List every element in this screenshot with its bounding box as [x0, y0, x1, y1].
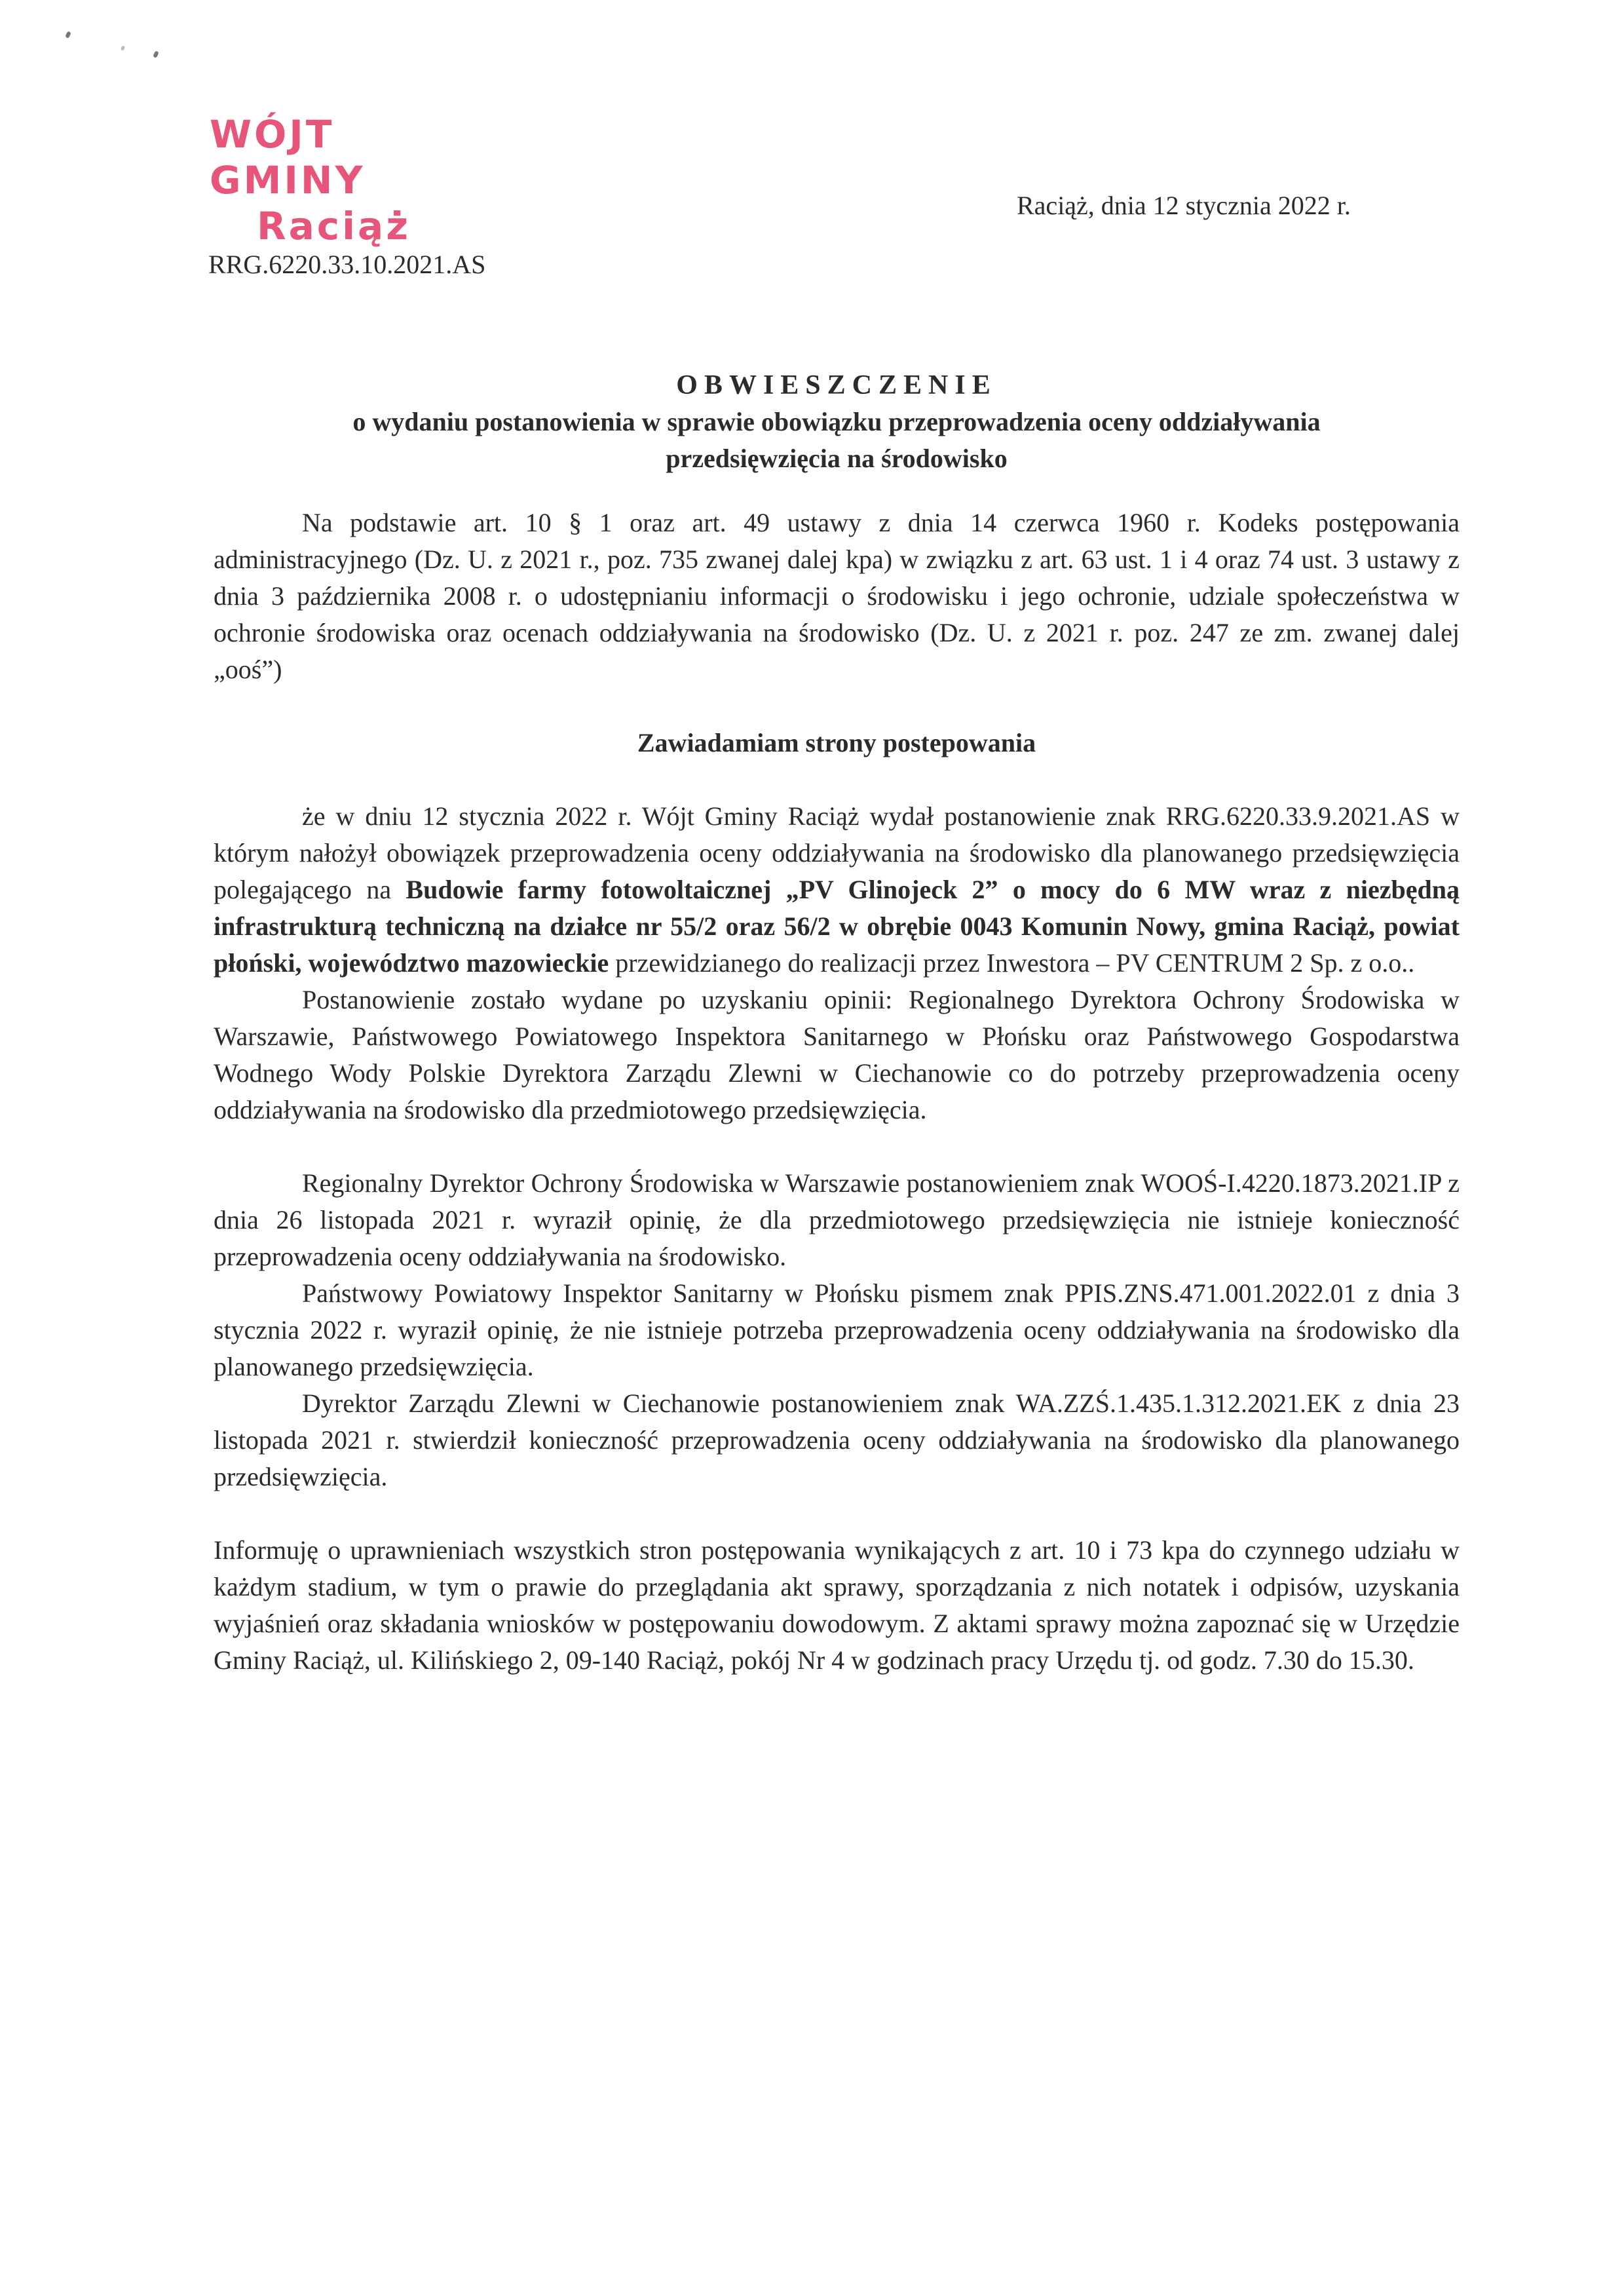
reference-number: RRG.6220.33.10.2021.AS: [208, 250, 486, 279]
scan-speck: [153, 50, 159, 58]
official-stamp: [210, 111, 485, 249]
decision-paragraph: [214, 798, 1460, 982]
place-and-date: Raciąż, dnia 12 stycznia 2022 r.: [1017, 191, 1351, 220]
decision-intro: że w dniu 12 stycznia 2022 r. Wójt Gminy Raciąż wydał postanowienie znak RRG.6220.33.9.2021.AS w którym nałożył obowiązek przeprowadzenia oceny oddziaływania na środowisko dla planowanego przedsięwzięcia polegającego na: [214, 801, 1460, 904]
stamp-line-place: Raciąż: [257, 204, 411, 248]
notice-heading: Zawiadamiam strony postepowania: [637, 728, 1036, 757]
opinion-wody-paragraph: Dyrektor Zarządu Zlewni w Ciechanowie postanowieniem znak WA.ZZŚ.1.435.1.312.2021.EK z dnia 23 listopada 2021 r. stwierdził konieczność przeprowadzenia oceny oddziaływania na środowisko dla planowanego przedsięwzięcia.: [214, 1388, 1460, 1491]
document-subtitle-line-1: o wydaniu postanowienia w sprawie obowiązku przeprowadzenia oceny oddziaływania: [352, 407, 1321, 436]
opinion-rdos-paragraph: Regionalny Dyrektor Ochrony Środowiska w Warszawie postanowieniem znak WOOŚ-I.4220.1873.2021.IP z dnia 26 listopada 2021 r. wyraził opinię, że dla przedmiotowego przedsięwzięcia nie istnieje konieczność przeprowadzenia oceny oddziaływania na środowisko.: [214, 1168, 1460, 1271]
document-subtitle-line-2: przedsięwzięcia na środowisko: [666, 444, 1008, 473]
decision-outro: przewidzianego do realizacji przez Inwestora – PV CENTRUM 2 Sp. z o.o..: [609, 948, 1415, 978]
opinion-sanepid-paragraph: Państwowy Powiatowy Inspektor Sanitarny w Płońsku pismem znak PPIS.ZNS.471.001.2022.01 z dnia 3 stycznia 2022 r. wyraził opinię, że nie istnieje potrzeba przeprowadzenia oceny oddziaływania na środowisko dla planowanego przedsięwzięcia.: [214, 1278, 1460, 1381]
scan-speck: [121, 45, 125, 50]
opinions-intro-paragraph: Postanowienie zostało wydane po uzyskaniu opinii: Regionalnego Dyrektora Ochrony Środowiska w Warszawie, Państwowego Powiatowego Inspektora Sanitarnego w Płońsku oraz Państwowego Gospodarstwa Wodnego Wody Polskie Dyrektora Zarządu Zlewni w Ciechanowie co do potrzeby przeprowadzenia oceny oddziaływania na środowisko dla przedmiotowego przedsięwzięcia.: [214, 985, 1460, 1124]
stamp-line-title: WÓJT GMINY: [210, 112, 366, 202]
project-description: Budowie farmy fotowoltaicznej „PV Glinojeck 2” o mocy do 6 MW wraz z niezbędną infrastrukturą techniczną na działce nr 55/2 oraz 56/2 w obrębie 0043 Komunin Nowy, gmina Raciąż, powiat płoński, województwo mazowieckie: [214, 875, 1460, 978]
scan-speck: [65, 31, 71, 39]
scan-specks: [62, 26, 180, 66]
legal-basis-paragraph: Na podstawie art. 10 § 1 oraz art. 49 ustawy z dnia 14 czerwca 1960 r. Kodeks postępowania administracyjnego (Dz. U. z 2021 r., poz. 735 zwanej dalej kpa) w związku z art. 63 ust. 1 i 4 oraz 74 ust. 3 ustawy z dnia 3 października 2008 r. o udostępnianiu informacji o środowisku i jego ochronie, udziale społeczeństwa w ochronie środowiska oraz ocenach oddziaływania na środowisko (Dz. U. z 2021 r. poz. 247 ze zm. zwanej dalej „ooś”): [214, 508, 1460, 684]
document-title: OBWIESZCZENIE: [676, 370, 997, 400]
document-body: [214, 367, 1460, 1679]
rights-information-paragraph: Informuję o uprawnieniach wszystkich stron postępowania wynikających z art. 10 i 73 kpa do czynnego udziału w każdym stadium, w tym o prawie do przeglądania akt sprawy, sporządzania z nich notatek i odpisów, uzyskania wyjaśnień oraz składania wniosków w postępowaniu dowodowym. Z aktami sprawy można zapoznać się w Urzędzie Gminy Raciąż, ul. Kilińskiego 2, 09-140 Raciąż, pokój Nr 4 w godzinach pracy Urzędu tj. od godz. 7.30 do 15.30.: [214, 1535, 1460, 1675]
